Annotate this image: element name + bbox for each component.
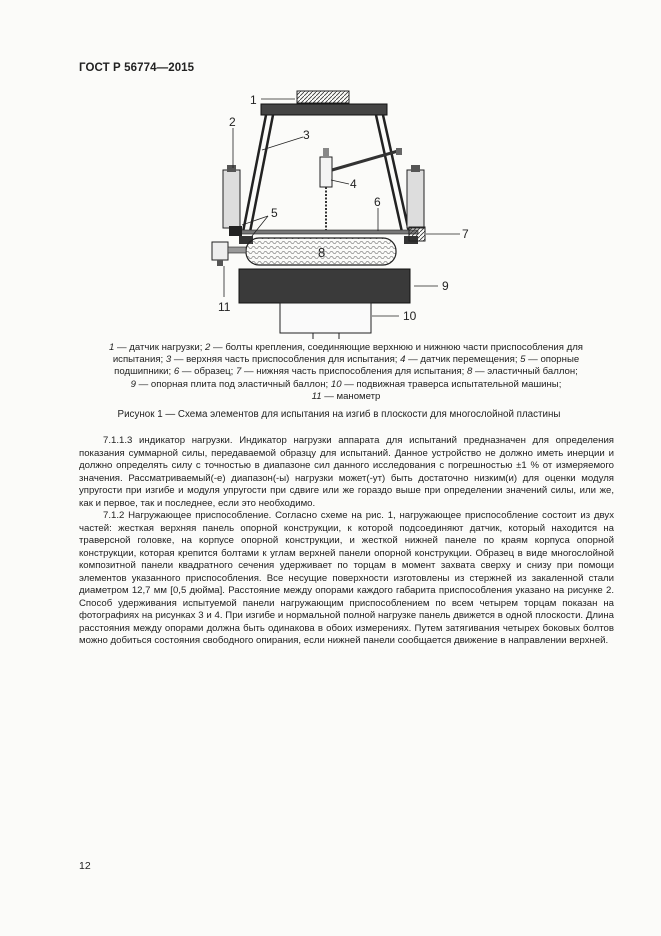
callout-4: 4 [350,177,357,191]
test-fixture-diagram [200,88,469,340]
callout-3: 3 [303,128,310,142]
lower-fixture [409,227,425,241]
support-plate [239,269,410,303]
paragraph: 7.1.1.3 индикатор нагрузки. Индикатор нагрузки аппарата для испытаний предназначен для определения показания суммарной силы, передаваемой образцу для испытаний. Данное устройство не должно иметь инерции и должно определять силу с точностью в диапазоне сил данного исследования с погрешностью ±1 % от измеряемого значения. Рассматриваемый(-е) диапазон(-ы) нагрузки может(-ут) быть достаточно низким(и) для оценки модуля упругости при изгибе и модуля упругости при сдвиге или же гораздо выше при определении значений силы, или же, как и первое, так и последнее, если это необходимо. [79,435,614,509]
callout-11: 11 [218,300,231,314]
paragraph: 7.1.2 Нагружающее приспособление. Согласно схеме на рис. 1, нагружающее приспособление состоит из двух частей: жесткая верхняя панель опорной конструкции, к которой подсоединяют датчик, который находится на траверсной головке, на корпусе опорной конструкции, и жесткой нижней панеле по краям корпуса опорной конструкции, которая крепится болтами к углам верхней панели опорной конструкции. Образец в виде многослойной композитной панели квадратного сечения удерживает по торцам в момент захвата сверху и снизу при помощи элементов указанного приспособления. Все несущие поверхности изготовлены из стержней из закаленной стали диаметром 12,7 мм [0,5 дюйма]. Расстояние между опорами каждого габарита приспособления указано на рисунке 2. Способ удерживания испытуемой панели нагружающим приспособлением по всем четырем торцам показан на фотографиях на рисунках 3 и 4. При изгибе и нормальной полной нагрузке панель движется в одной плоскости. Длина расстояния между опорами должна быть одинакова в обоих измерениях. Путем затягивания четырех боковых болтов можно добиться состояния свободного опирания, если нижней панели сообщается движение в направлении верхней. [79,510,614,646]
legend-line: испытания; 3 — верхняя часть приспособления для испытания; 4 — датчик перемещения; 5 — опорные [112,354,580,366]
legend-line: 1 — датчик нагрузки; 2 — болты крепления, соединяющие верхнюю и нижнюю части приспособления для [108,342,584,353]
displacement-sensor [320,148,402,232]
callout-5: 5 [271,206,278,220]
legend-line: подшипники; 6 — образец; 7 — нижняя часть приспособления для испытания; 8 — эластичный баллон; [114,366,578,378]
pressure-gauge [212,242,246,266]
callout-9: 9 [442,279,449,293]
document-header: ГОСТ Р 56774—2015 [79,62,195,74]
callout-10: 10 [403,309,417,323]
figure-legend [96,342,596,403]
specimen-plate [236,230,418,234]
legend-line: 11 — манометр [311,390,381,402]
body-text [79,435,614,648]
figure-caption: Рисунок 1 — Схема элементов для испытания на изгиб в плоскости для многослойной пластины [117,409,561,420]
load-cell [261,91,387,115]
callout-8: 8 [318,245,326,260]
page-number: 12 [79,860,91,872]
callout-1: 1 [250,93,257,107]
machine-crosshead [280,303,371,339]
legend-line: 9 — опорная плита под эластичный баллон; 10 — подвижная траверса испытательной машины; [130,378,562,390]
callout-7: 7 [462,227,469,241]
callout-6: 6 [374,195,381,209]
callout-2: 2 [229,115,236,129]
